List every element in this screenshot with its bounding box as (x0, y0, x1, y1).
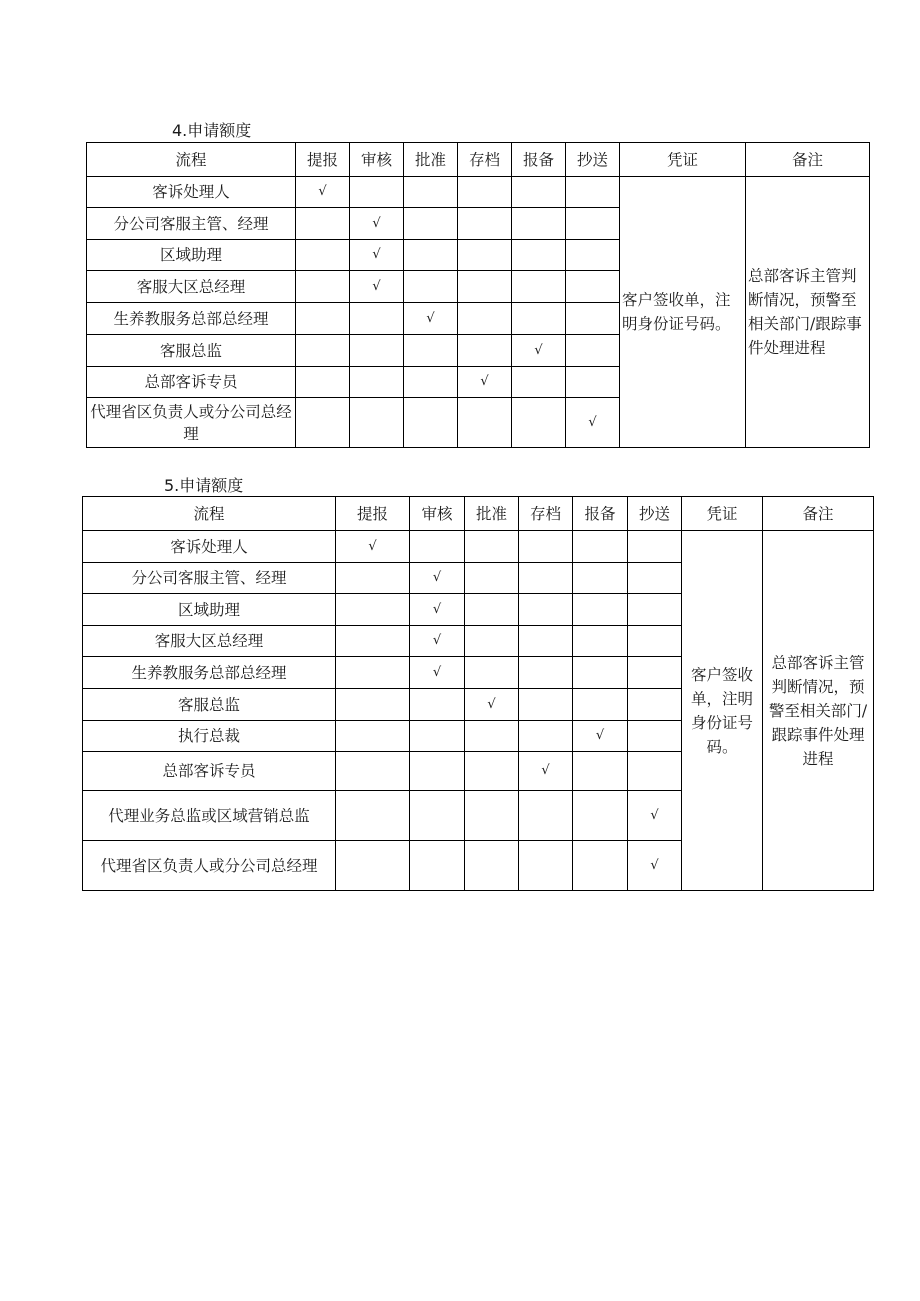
check-cell (404, 367, 458, 398)
header-row (83, 497, 874, 531)
check-cell (458, 271, 512, 303)
column-header: 流程 (83, 497, 336, 531)
check-cell (519, 841, 573, 891)
column-header: 批准 (465, 497, 519, 531)
check-cell (628, 657, 682, 689)
check-cell (350, 398, 404, 448)
check-cell (628, 563, 682, 594)
check-cell (404, 240, 458, 271)
check-cell: √ (465, 689, 519, 721)
role-cell: 客服总监 (83, 689, 336, 721)
check-cell (458, 240, 512, 271)
table-row (87, 177, 870, 208)
check-cell (512, 240, 566, 271)
column-header: 报备 (512, 143, 566, 177)
voucher-cell: 客户签收单，注明身份证号码。 (682, 531, 763, 891)
check-cell (404, 271, 458, 303)
role-cell: 客服大区总经理 (87, 271, 296, 303)
check-cell (410, 531, 465, 563)
column-header: 审核 (350, 143, 404, 177)
check-cell (336, 563, 410, 594)
role-cell: 区域助理 (83, 594, 336, 626)
check-cell (519, 626, 573, 657)
check-cell (566, 177, 620, 208)
check-cell (404, 208, 458, 240)
role-cell: 客诉处理人 (83, 531, 336, 563)
check-cell (512, 271, 566, 303)
remark-cell: 总部客诉主管判断情况，预警至相关部门/跟踪事件处理进程 (763, 531, 874, 891)
check-cell (296, 271, 350, 303)
role-cell: 生养教服务总部总经理 (87, 303, 296, 335)
column-header: 存档 (519, 497, 573, 531)
column-header: 凭证 (682, 497, 763, 531)
check-cell (404, 398, 458, 448)
role-cell: 客诉处理人 (87, 177, 296, 208)
check-cell (336, 626, 410, 657)
check-cell (566, 240, 620, 271)
check-cell (573, 563, 628, 594)
role-cell: 代理业务总监或区域营销总监 (83, 791, 336, 841)
check-cell (573, 841, 628, 891)
check-cell (336, 657, 410, 689)
approval-flow-table (82, 496, 874, 891)
check-cell: √ (573, 721, 628, 752)
check-cell (336, 594, 410, 626)
check-cell: √ (410, 563, 465, 594)
check-cell (465, 626, 519, 657)
check-cell (628, 752, 682, 791)
check-cell (296, 303, 350, 335)
check-cell (519, 721, 573, 752)
check-cell (350, 303, 404, 335)
check-cell (573, 531, 628, 563)
check-cell (566, 367, 620, 398)
check-cell (296, 335, 350, 367)
check-cell (628, 721, 682, 752)
check-cell (465, 531, 519, 563)
check-cell (519, 657, 573, 689)
role-cell: 客服总监 (87, 335, 296, 367)
voucher-cell: 客户签收单，注明身份证号码。 (620, 177, 746, 448)
check-cell (410, 752, 465, 791)
check-cell: √ (336, 531, 410, 563)
check-cell (350, 335, 404, 367)
section-title: 4.申请额度 (172, 121, 252, 140)
check-cell (512, 177, 566, 208)
check-cell (458, 398, 512, 448)
header-row (87, 143, 870, 177)
role-cell: 执行总裁 (83, 721, 336, 752)
check-cell (566, 303, 620, 335)
check-cell (465, 657, 519, 689)
column-header: 抄送 (566, 143, 620, 177)
check-cell (410, 689, 465, 721)
check-cell: √ (519, 752, 573, 791)
check-cell (404, 177, 458, 208)
check-cell (404, 335, 458, 367)
check-cell (566, 271, 620, 303)
check-cell: √ (404, 303, 458, 335)
check-cell (336, 721, 410, 752)
check-cell (512, 208, 566, 240)
check-cell (519, 563, 573, 594)
column-header: 报备 (573, 497, 628, 531)
check-cell (573, 791, 628, 841)
check-cell: √ (296, 177, 350, 208)
role-cell: 区域助理 (87, 240, 296, 271)
check-cell (512, 367, 566, 398)
column-header: 凭证 (620, 143, 746, 177)
check-cell (628, 689, 682, 721)
check-cell (566, 335, 620, 367)
check-cell: √ (566, 398, 620, 448)
check-cell (465, 791, 519, 841)
check-cell (519, 594, 573, 626)
column-header: 备注 (763, 497, 874, 531)
role-cell: 客服大区总经理 (83, 626, 336, 657)
role-cell: 分公司客服主管、经理 (87, 208, 296, 240)
table-row (83, 531, 874, 563)
check-cell (512, 303, 566, 335)
role-cell: 总部客诉专员 (83, 752, 336, 791)
column-header: 抄送 (628, 497, 682, 531)
check-cell: √ (410, 626, 465, 657)
check-cell (410, 721, 465, 752)
approval-flow-table (86, 142, 870, 448)
check-cell (410, 791, 465, 841)
role-cell: 代理省区负责人或分公司总经理 (87, 398, 296, 448)
check-cell (296, 208, 350, 240)
check-cell: √ (410, 657, 465, 689)
check-cell (519, 689, 573, 721)
check-cell (628, 626, 682, 657)
check-cell (573, 689, 628, 721)
check-cell (573, 752, 628, 791)
section-title: 5.申请额度 (164, 476, 244, 495)
check-cell (512, 398, 566, 448)
check-cell (458, 208, 512, 240)
check-cell (336, 689, 410, 721)
check-cell (458, 335, 512, 367)
column-header: 审核 (410, 497, 465, 531)
check-cell (573, 594, 628, 626)
check-cell (465, 563, 519, 594)
check-cell (573, 626, 628, 657)
check-cell (336, 841, 410, 891)
check-cell (458, 303, 512, 335)
check-cell (566, 208, 620, 240)
check-cell (573, 657, 628, 689)
column-header: 提报 (296, 143, 350, 177)
check-cell (350, 177, 404, 208)
check-cell (296, 240, 350, 271)
check-cell (296, 398, 350, 448)
role-cell: 总部客诉专员 (87, 367, 296, 398)
check-cell: √ (628, 841, 682, 891)
check-cell: √ (628, 791, 682, 841)
check-cell (628, 531, 682, 563)
check-cell: √ (512, 335, 566, 367)
check-cell (296, 367, 350, 398)
check-cell: √ (350, 271, 404, 303)
column-header: 提报 (336, 497, 410, 531)
check-cell: √ (350, 240, 404, 271)
role-cell: 代理省区负责人或分公司总经理 (83, 841, 336, 891)
check-cell (336, 752, 410, 791)
check-cell (458, 177, 512, 208)
role-cell: 分公司客服主管、经理 (83, 563, 336, 594)
remark-cell: 总部客诉主管判断情况，预警至相关部门/跟踪事件处理进程 (746, 177, 870, 448)
check-cell (465, 594, 519, 626)
check-cell (628, 594, 682, 626)
check-cell (410, 841, 465, 891)
role-cell: 生养教服务总部总经理 (83, 657, 336, 689)
check-cell: √ (458, 367, 512, 398)
check-cell (519, 531, 573, 563)
column-header: 备注 (746, 143, 870, 177)
check-cell (465, 752, 519, 791)
check-cell (465, 841, 519, 891)
check-cell: √ (350, 208, 404, 240)
column-header: 批准 (404, 143, 458, 177)
check-cell (519, 791, 573, 841)
check-cell (350, 367, 404, 398)
check-cell: √ (410, 594, 465, 626)
check-cell (336, 791, 410, 841)
check-cell (465, 721, 519, 752)
column-header: 流程 (87, 143, 296, 177)
column-header: 存档 (458, 143, 512, 177)
